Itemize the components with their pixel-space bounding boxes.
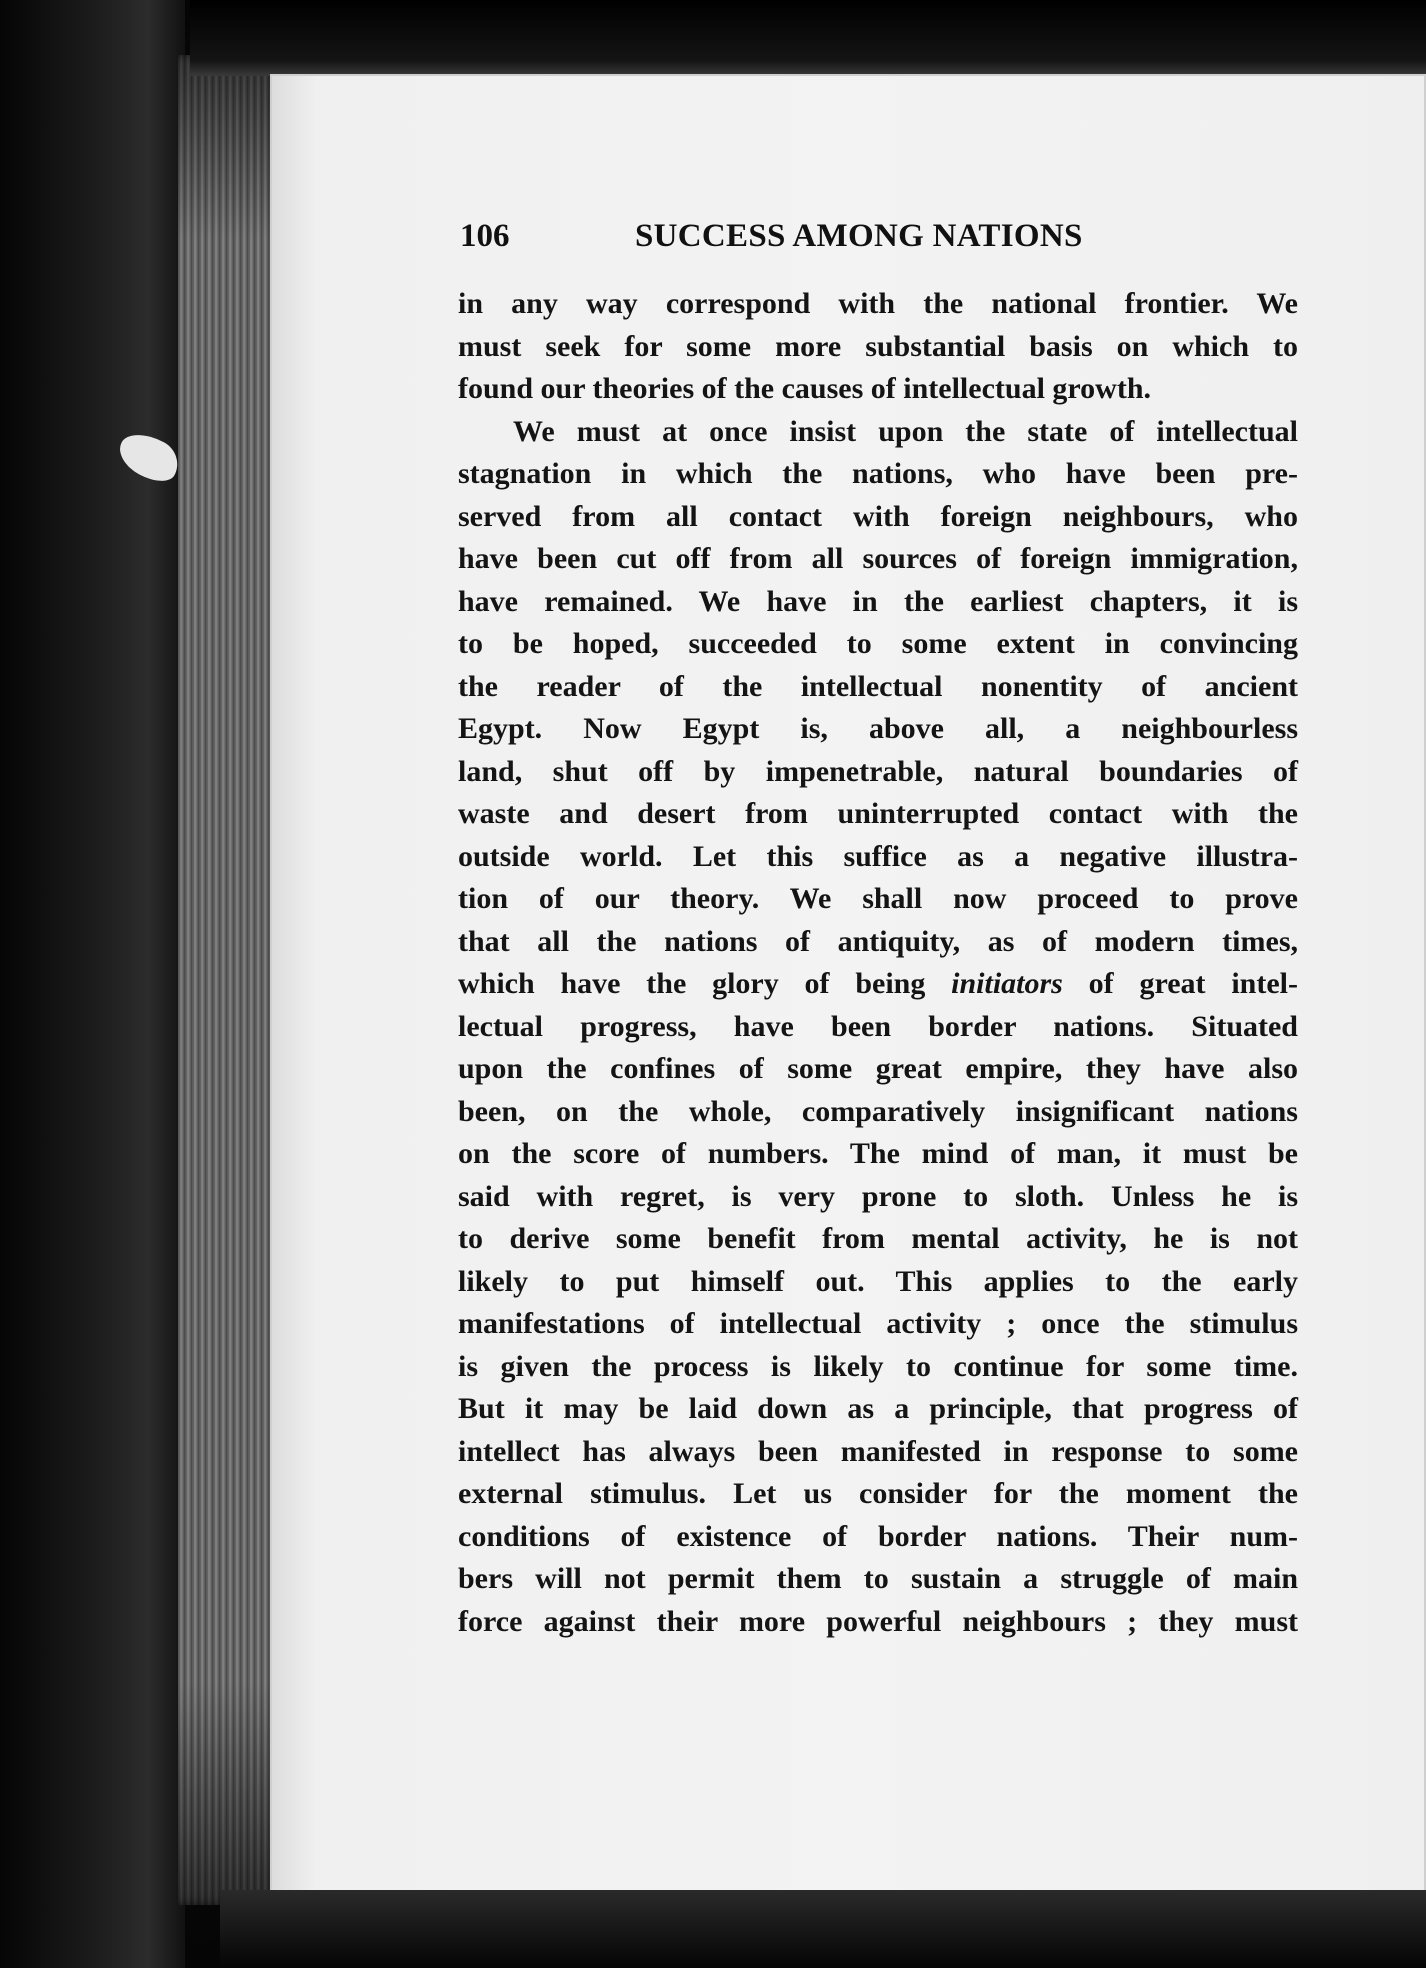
text-line: likely to put himself out. This applies to the early [458,1264,1298,1298]
text-line: that all the nations of antiquity, as of modern times, [458,924,1298,958]
text-line: Egypt. Now Egypt is, above all, a neighbourless [458,712,1298,745]
page-header [460,218,1290,266]
text-line: in any way correspond with the national frontier. We [458,287,1298,320]
text-line: the reader of the intellectual nonentity of ancient [458,669,1298,703]
top-shadow [190,0,1426,76]
italic-term: initiators [951,967,1063,1000]
text-line: waste and desert from uninterrupted contact with the [458,797,1298,830]
text-line: force against their more powerful neighbours ; they must [458,1604,1298,1638]
text-line: have been cut off from all sources of foreign immigration, [458,542,1298,575]
text-line: We must at once insist upon the state of intellectual [513,414,1298,448]
text-line: stagnation in which the nations, who have been pre- [458,457,1298,490]
running-title: SUCCESS AMONG NATIONS [635,218,1083,254]
text-line: found our theories of the causes of intellectual growth. [458,372,1152,405]
book-spine-shadow [0,0,185,1968]
text-line [458,963,1298,1006]
text-line: But it may be laid down as a principle, that progress of [458,1392,1298,1425]
text-line: upon the confines of some great empire, they have also [458,1052,1298,1085]
text-segment: which have the glory of being [458,967,952,1000]
text-line: on the score of numbers. The mind of man, it must be [458,1137,1298,1170]
text-line: to derive some benefit from mental activity, he is not [458,1222,1298,1255]
text-line: bers will not permit them to sustain a struggle of main [458,1562,1298,1595]
bottom-shadow [220,1890,1426,1968]
page-number: 106 [460,218,510,254]
body-text [458,283,1298,1643]
text-line: said with regret, is very prone to sloth. Unless he is [458,1179,1298,1213]
text-line: manifestations of intellectual activity ; once the stimulus [458,1307,1298,1340]
text-line: been, on the whole, comparatively insignificant nations [458,1094,1298,1128]
text-line: is given the process is likely to continue for some time. [458,1349,1298,1383]
text-line: outside world. Let this suffice as a negative illustra- [458,839,1298,873]
text-line: external stimulus. Let us consider for the moment the [458,1477,1298,1510]
text-line: served from all contact with foreign neighbours, who [458,499,1298,533]
text-line: to be hoped, succeeded to some extent in convincing [458,627,1298,660]
page-stack-edges [178,55,282,1905]
text-line: conditions of existence of border nations. Their num- [458,1519,1298,1553]
text-line: land, shut off by impenetrable, natural boundaries of [458,754,1298,788]
text-line: tion of our theory. We shall now proceed to prove [458,882,1298,915]
text-line: have remained. We have in the earliest chapters, it is [458,584,1298,618]
text-line: intellect has always been manifested in response to some [458,1434,1298,1468]
text-line: must seek for some more substantial basis on which to [458,329,1298,363]
text-segment: of great intel- [1062,967,1298,1000]
text-line: lectual progress, have been border nations. Situated [458,1009,1298,1043]
